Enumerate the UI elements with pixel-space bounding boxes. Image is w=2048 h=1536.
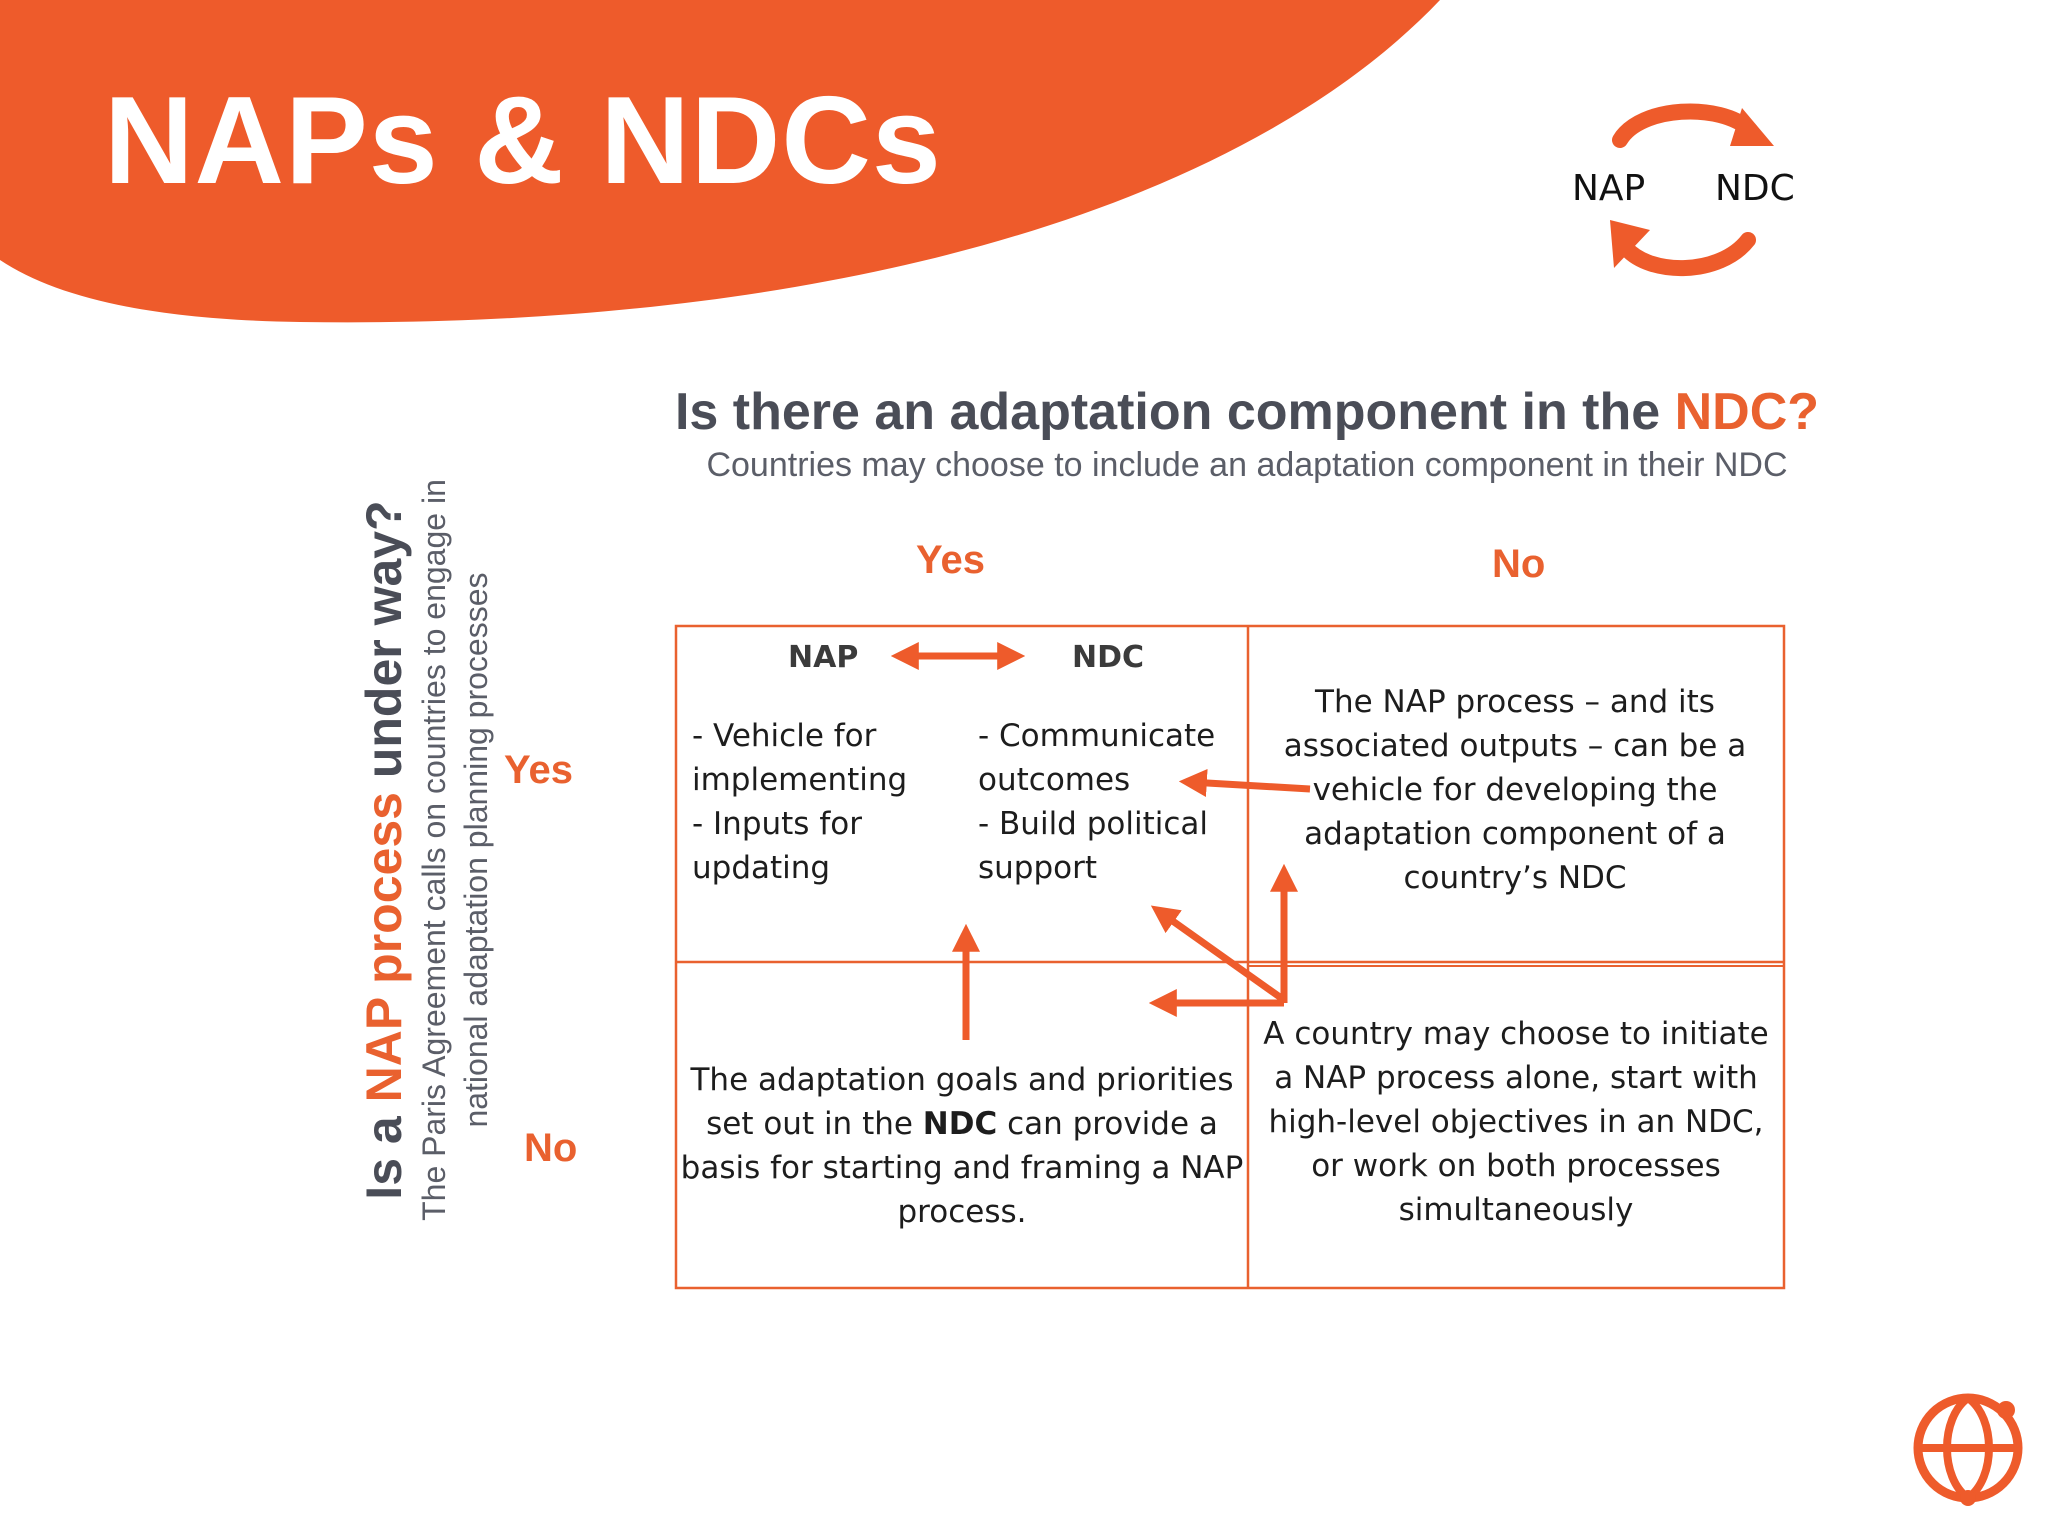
nap-list-line: updating — [692, 850, 831, 886]
cell-line-part: set out in the — [706, 1106, 923, 1142]
cell-line: basis for starting and framing a NAP — [680, 1150, 1244, 1186]
cell-line: associated outputs – can be a — [1283, 728, 1747, 764]
ndc-list-line: support — [978, 850, 1098, 886]
cell-nap-list — [692, 714, 952, 890]
cell-line: The NAP process – and its — [1315, 684, 1715, 720]
cell-line: The adaptation goals and priorities — [690, 1062, 1234, 1098]
globe-logo-icon — [1910, 1388, 2030, 1508]
cell-line-part: can provide a — [997, 1106, 1218, 1142]
top-question-highlight: NDC? — [1674, 383, 1820, 441]
nap-list-line: - Inputs for — [692, 806, 862, 842]
ndc-list-line: - Communicate — [978, 718, 1216, 754]
cell-line-bold: NDC — [922, 1106, 998, 1142]
ndc-list-line: - Build political — [978, 806, 1209, 842]
slide-title: NAPs & NDCs — [104, 72, 942, 210]
cell-nap-no-ndc-yes — [680, 1058, 1244, 1234]
cell-ndc-list — [978, 714, 1238, 890]
cell-nap-header: NAP — [788, 640, 859, 675]
cell-nap-yes-ndc-no — [1270, 680, 1760, 900]
left-question-subtitle-line2: national adaptation planning processes — [458, 572, 494, 1128]
nap-list-line: - Vehicle for — [692, 718, 877, 754]
cell-line: process. — [897, 1194, 1027, 1230]
cell-line: A country may choose to initiate — [1263, 1016, 1769, 1052]
ndc-list-line: outcomes — [978, 762, 1131, 798]
cell-line: or work on both processes — [1311, 1148, 1721, 1184]
left-question-lead: Is a — [356, 1102, 412, 1200]
cell-line: country’s NDC — [1403, 860, 1627, 896]
cycle-nap-label: NAP — [1572, 168, 1646, 209]
cell-line: simultaneously — [1398, 1192, 1634, 1228]
nap-list-line: implementing — [692, 762, 908, 798]
cell-line: high-level objectives in an NDC, — [1268, 1104, 1764, 1140]
cell-line: vehicle for developing the — [1312, 772, 1718, 808]
cell-line: adaptation component of a — [1304, 816, 1726, 852]
cell-line — [680, 1102, 1244, 1146]
row-no-label: No — [524, 1126, 578, 1170]
top-question-lead: Is there an adaptation component in the — [674, 383, 1675, 441]
cell-nap-no-ndc-no — [1252, 1012, 1780, 1232]
left-question-tail: under way? — [356, 500, 412, 793]
left-question-subtitle-line1: The Paris Agreement calls on countries to engage in — [416, 479, 452, 1221]
row-yes-label: Yes — [504, 748, 573, 792]
cycle-ndc-label: NDC — [1715, 168, 1795, 209]
column-no-label: No — [1492, 542, 1546, 586]
top-question-subtitle: Countries may choose to include an adaptation component in their NDC — [706, 446, 1788, 484]
cell-ndc-header: NDC — [1072, 640, 1145, 675]
arrow-diagonal — [1160, 912, 1284, 1000]
cell-line: a NAP process alone, start with — [1274, 1060, 1758, 1096]
column-yes-label: Yes — [916, 538, 985, 582]
left-question-highlight: NAP process — [356, 792, 412, 1103]
